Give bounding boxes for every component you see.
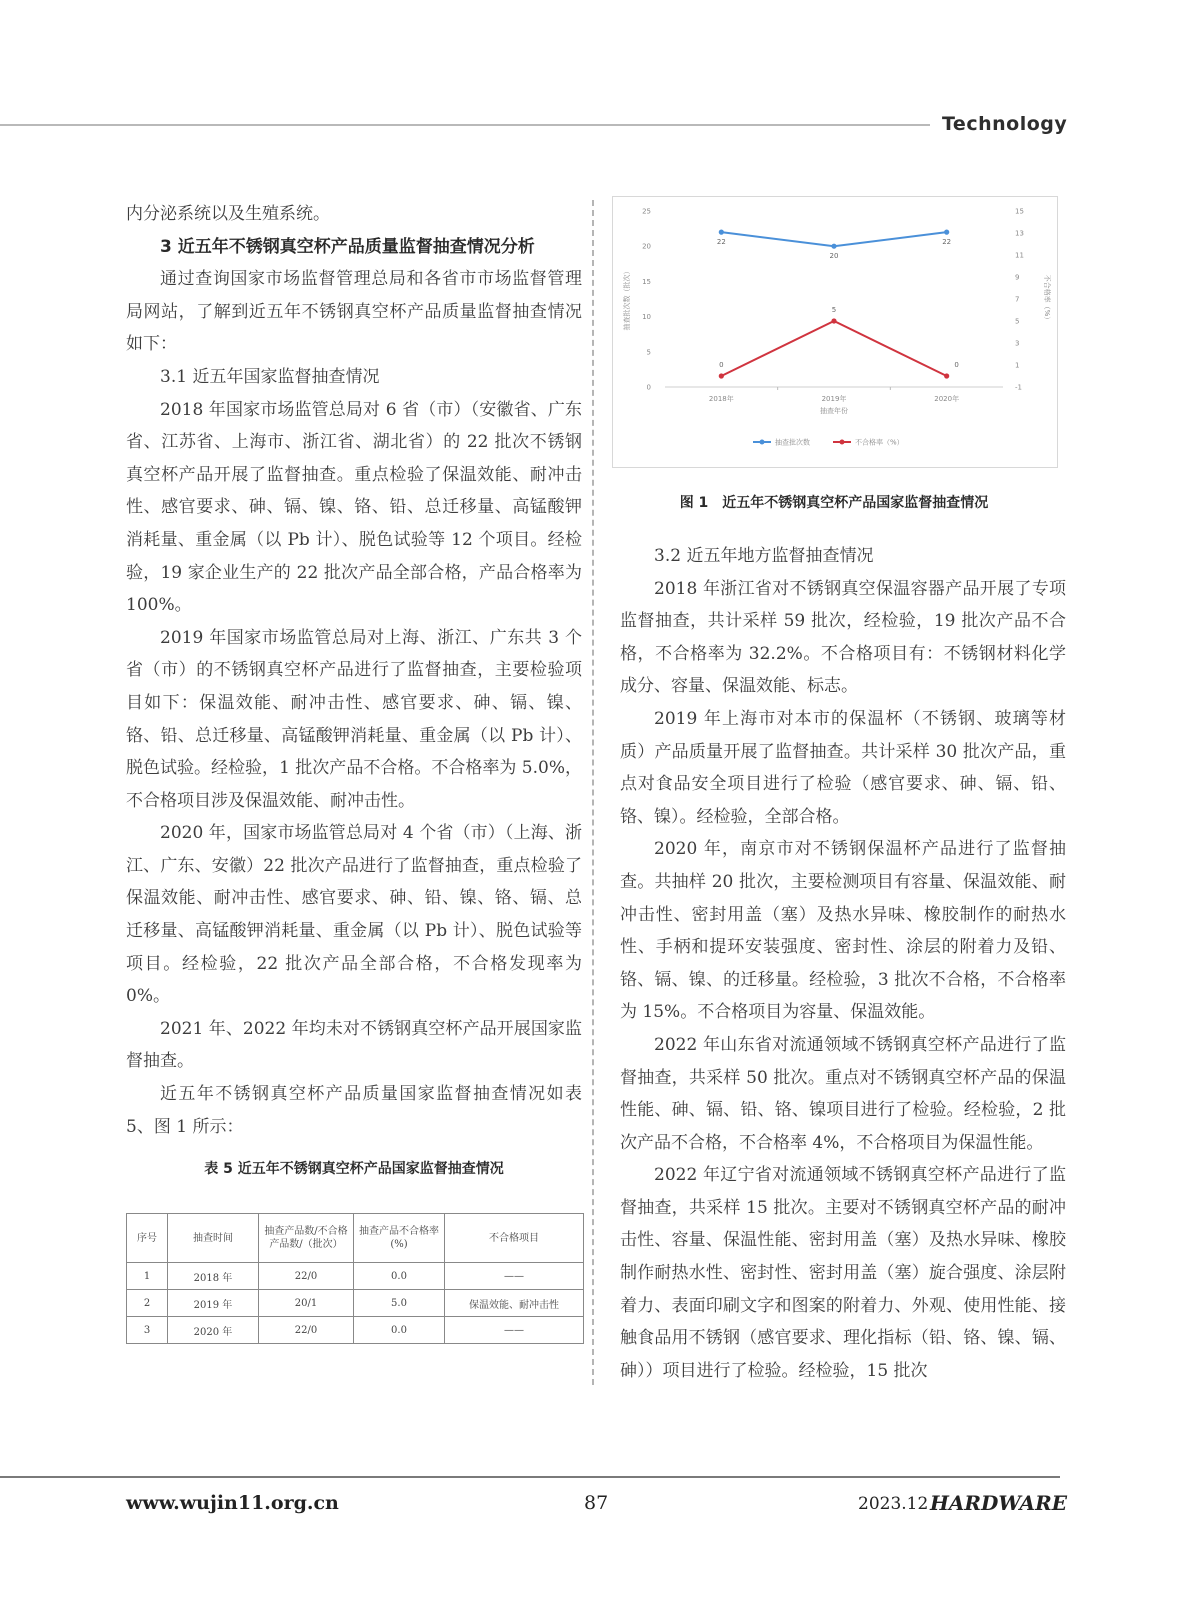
cell-counts: 22/0 xyxy=(259,1263,354,1290)
paragraph-liaoning-2022: 2022 年辽宁省对流通领域不锈钢真空杯产品进行了监督抽查，共采样 15 批次。主要对不锈钢真空杯产品的耐冲击性、容量、保温性能、密封用盖（塞）及热水异味、橡胶制作耐热水性、密封性、密封用盖（塞）旋合强度、涂层附着力、表面印刷文字和图案的附着力、外观、使用性能、接触食品用不锈钢（感官要求、理化指标（铅、铬、镍、镉、砷））项目进行了检验。经检验，15 批次 xyxy=(620,1165,1066,1381)
intro-paragraph: 通过查询国家市场监督管理总局和各省市市场监督管理局网站，了解到近五年不锈钢真空杯产品质量监督抽查情况如下： xyxy=(126,269,582,355)
footer-website: www.wujin11.org.cn xyxy=(126,1492,339,1514)
right-column xyxy=(620,540,1066,1387)
cell-items: 保温效能、耐冲击性 xyxy=(445,1290,584,1317)
paragraph-shanghai-2019: 2019 年上海市对本市的保温杯（不锈钢、玻璃等材质）产品质量开展了监督抽查。共计采样 30 批次产品，重点对食品安全项目进行了检验（感官要求、砷、镉、铅、铬、镍）。经检验，全部合格。 xyxy=(620,708,1066,827)
col-header-index: 序号 xyxy=(127,1214,168,1263)
cell-rate: 5.0 xyxy=(354,1290,445,1317)
table-row xyxy=(127,1263,584,1290)
cell-date: 2018 年 xyxy=(168,1263,259,1290)
section-label: Technology xyxy=(942,113,1068,135)
left-axis-tick-label: 10 xyxy=(642,313,651,322)
data-point xyxy=(831,318,836,323)
x-axis-title: 抽查年份 xyxy=(820,407,848,415)
left-axis-tick-label: 25 xyxy=(642,207,651,216)
cell-counts: 20/1 xyxy=(259,1290,354,1317)
right-axis-tick-label: 13 xyxy=(1015,229,1024,238)
right-axis-tick-label: 9 xyxy=(1015,273,1020,282)
legend-label: 不合格率（%） xyxy=(855,438,904,447)
cell-index: 3 xyxy=(127,1317,168,1344)
data-point xyxy=(719,230,724,235)
data-point xyxy=(831,244,836,249)
right-axis-tick-label: 1 xyxy=(1015,361,1020,370)
legend-marker xyxy=(840,440,845,445)
paragraph-summary: 近五年不锈钢真空杯产品质量国家监督抽查情况如表 5、图 1 所示： xyxy=(126,1084,582,1137)
data-label: 0 xyxy=(954,361,959,369)
paragraph-2019: 2019 年国家市场监管总局对上海、浙江、广东共 3 个省（市）的不锈钢真空杯产品进行了监督抽查，主要检验项目如下：保温效能、耐冲击性、感官要求、砷、镉、镍、铬、铅、总迁移量、高锰酸钾消耗量、重金属（以 Pb 计）、脱色试验。经检验，1 批次产品不合格。不合格率为 5.0%，不合格项目涉及保温效能、耐冲击性。 xyxy=(126,627,582,811)
right-axis-tick-label: 11 xyxy=(1015,251,1024,260)
paragraph-2020: 2020 年，国家市场监管总局对 4 个省（市）（上海、浙江、广东、安徽）22 批次产品进行了监督抽查，重点检验了保温效能、耐冲击性、感官要求、砷、铅、镍、铬、镉、总迁移量、高锰酸钾消耗量、重金属（以 Pb 计）、脱色试验等项目。经检验，22 批次产品全部合格，不合格发现率为 0%。 xyxy=(126,823,582,1007)
cell-items: —— xyxy=(445,1263,584,1290)
cell-counts: 22/0 xyxy=(259,1317,354,1344)
table-caption: 表 5 近五年不锈钢真空杯产品国家监督抽查情况 xyxy=(204,1161,504,1178)
x-axis-tick-label: 2020年 xyxy=(934,395,960,403)
cell-rate: 0.0 xyxy=(354,1263,445,1290)
section-heading: 3 近五年不锈钢真空杯产品质量监督抽查情况分析 xyxy=(160,236,535,257)
cell-index: 2 xyxy=(127,1290,168,1317)
legend-marker xyxy=(760,440,765,445)
right-axis-title: 不合格率（%） xyxy=(1043,274,1051,324)
left-column xyxy=(126,198,582,1344)
col-header-date: 抽查时间 xyxy=(168,1214,259,1263)
right-axis-tick-label: 7 xyxy=(1015,295,1020,304)
data-label: 22 xyxy=(942,238,952,247)
table-header-row xyxy=(127,1214,584,1263)
paragraph-zhejiang-2018: 2018 年浙江省对不锈钢真空保温容器产品开展了专项监督抽查，共计采样 59 批次，经检验，19 批次产品不合格，不合格率为 32.2%。不合格项目有：不锈钢材料化学成分、容量、保温效能、标志。 xyxy=(620,578,1066,697)
col-header-items: 不合格项目 xyxy=(445,1214,584,1263)
legend-label: 抽查批次数 xyxy=(775,438,810,447)
header-rule xyxy=(0,124,930,126)
cell-index: 1 xyxy=(127,1263,168,1290)
issue-date: 2023.12 xyxy=(858,1494,929,1514)
data-point xyxy=(944,230,949,235)
line-chart xyxy=(613,197,1057,467)
paragraph-continuation: 内分泌系统以及生殖系统。 xyxy=(126,204,330,224)
data-point xyxy=(719,373,724,378)
left-axis-tick-label: 5 xyxy=(646,348,651,357)
data-label: 0 xyxy=(719,361,724,369)
right-axis-tick-label: 5 xyxy=(1015,317,1020,326)
left-axis-title: 抽查批次数（批次） xyxy=(623,267,631,331)
inspection-table xyxy=(126,1213,584,1344)
footer-rule xyxy=(0,1476,1060,1478)
column-divider xyxy=(592,200,594,1385)
cell-rate: 0.0 xyxy=(354,1317,445,1344)
series-line-2 xyxy=(721,321,946,376)
magazine-name: HARDWARE xyxy=(930,1491,1067,1515)
figure-1-chart xyxy=(612,196,1058,468)
subsection-heading-national: 3.1 近五年国家监督抽查情况 xyxy=(160,366,380,387)
table-row xyxy=(127,1317,584,1344)
paragraph-2021-2022: 2021 年、2022 年均未对不锈钢真空杯产品开展国家监督抽查。 xyxy=(126,1018,582,1072)
left-axis-tick-label: 20 xyxy=(642,242,651,251)
cell-date: 2020 年 xyxy=(168,1317,259,1344)
left-axis-tick-label: 15 xyxy=(642,277,651,286)
data-label: 5 xyxy=(831,306,837,314)
paragraph-2018: 2018 年国家市场监管总局对 6 省（市）（安徽省、广东省、江苏省、上海市、浙江省、湖北省）的 22 批次不锈钢真空杯产品开展了监督抽查。重点检验了保温效能、耐冲击性、感官要求、砷、镉、镍、铬、铅、总迁移量、高锰酸钾消耗量、重金属（以 Pb 计）、脱色试验等 12 个项目。经检验，19 家企业生产的 22 批次产品全部合格，产品合格率为 100%。 xyxy=(126,399,582,616)
table-row xyxy=(127,1290,584,1317)
data-label: 20 xyxy=(829,252,839,261)
right-axis-tick-label: 3 xyxy=(1015,339,1020,348)
page-number: 87 xyxy=(584,1492,609,1514)
col-header-rate: 抽查产品不合格率(%) xyxy=(354,1214,445,1263)
x-axis-tick-label: 2018年 xyxy=(708,395,734,403)
cell-date: 2019 年 xyxy=(168,1290,259,1317)
data-point xyxy=(944,373,949,378)
figure-caption: 图 1 近五年不锈钢真空杯产品国家监督抽查情况 xyxy=(679,495,989,511)
cell-items: —— xyxy=(445,1317,584,1344)
col-header-counts: 抽查产品数/不合格产品数/（批次） xyxy=(259,1214,354,1263)
x-axis-tick-label: 2019年 xyxy=(821,395,847,403)
paragraph-shandong-2022: 2022 年山东省对流通领域不锈钢真空杯产品进行了监督抽查，共采样 50 批次。重点对不锈钢真空杯产品的保温性能、砷、镉、铅、铬、镍项目进行了检验。经检验，2 批次产品不合格，不合格率 4%，不合格项目为保温性能。 xyxy=(620,1034,1066,1153)
data-label: 22 xyxy=(716,238,726,247)
right-axis-tick-label: 15 xyxy=(1015,207,1024,216)
subsection-heading-local: 3.2 近五年地方监督抽查情况 xyxy=(654,546,874,566)
left-axis-tick-label: 0 xyxy=(646,383,651,392)
right-axis-tick-label: -1 xyxy=(1015,383,1022,392)
paragraph-nanjing-2020: 2020 年，南京市对不锈钢保温杯产品进行了监督抽查。共抽样 20 批次，主要检测项目有容量、保温效能、耐冲击性、密封用盖（塞）及热水异味、橡胶制作的耐热水性、手柄和提环安装强度、密封性、涂层的附着力及铅、铬、镉、镍、的迁移量。经检验，3 批次不合格，不合格率为 15%。不合格项目为容量、保温效能。 xyxy=(620,839,1066,1023)
